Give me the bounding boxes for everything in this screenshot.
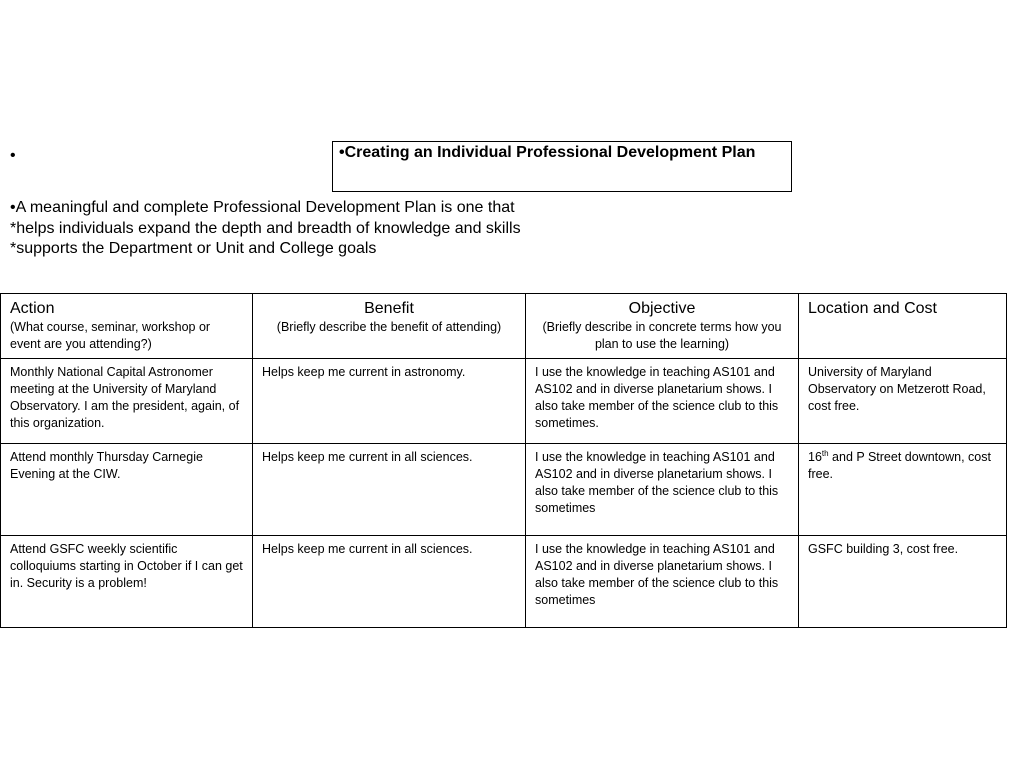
header-location-title: Location and Cost [808, 300, 937, 317]
location-number: 16 [808, 450, 822, 464]
development-plan-table [0, 293, 1007, 628]
header-objective-subtitle: (Briefly describe in concrete terms how you plan to use the learning) [542, 320, 782, 351]
header-action-title: Action [10, 300, 55, 317]
table-header-row [1, 294, 1007, 359]
header-benefit-subtitle: (Briefly describe the benefit of attending) [276, 320, 502, 334]
table-row [1, 444, 1007, 536]
header-location [799, 294, 1007, 359]
cell-action: Attend GSFC weekly scientific colloquiums starting in October if I can get in. Security is a problem! [1, 536, 253, 628]
cell-location: University of Maryland Observatory on Metzerott Road, cost free. [799, 359, 1007, 444]
cell-benefit: Helps keep me current in all sciences. [253, 536, 526, 628]
header-action [1, 294, 253, 359]
cell-benefit: Helps keep me current in all sciences. [253, 444, 526, 536]
intro-line-1: •A meaningful and complete Professional Development Plan is one that [10, 199, 515, 216]
table-row [1, 536, 1007, 628]
cell-benefit: Helps keep me current in astronomy. [253, 359, 526, 444]
slide-title-box [332, 141, 792, 192]
cell-action: Attend monthly Thursday Carnegie Evening at the CIW. [1, 444, 253, 536]
cell-location [799, 444, 1007, 536]
location-rest: and P Street downtown, cost free. [808, 450, 991, 481]
cell-objective: I use the knowledge in teaching AS101 and AS102 and in diverse planetarium shows. I also take member of the science club to this sometimes. [526, 359, 799, 444]
table-row [1, 359, 1007, 444]
intro-line-2: *helps individuals expand the depth and breadth of knowledge and skills [10, 219, 521, 237]
header-objective [526, 294, 799, 359]
location-ordinal-suffix: th [821, 448, 829, 458]
header-benefit-title: Benefit [364, 300, 414, 317]
header-action-subtitle: (What course, seminar, workshop or event are you attending?) [10, 320, 211, 351]
intro-line-3: *supports the Department or Unit and College goals [10, 240, 377, 257]
cell-location: GSFC building 3, cost free. [799, 536, 1007, 628]
cell-action: Monthly National Capital Astronomer meeting at the University of Maryland Observatory. I am the president, again, of this organization. [1, 359, 253, 444]
cell-objective: I use the knowledge in teaching AS101 and AS102 and in diverse planetarium shows. I also take member of the science club to this sometimes [526, 536, 799, 628]
header-benefit [253, 294, 526, 359]
intro-text [10, 198, 521, 260]
header-objective-title: Objective [628, 300, 696, 317]
cell-objective: I use the knowledge in teaching AS101 and AS102 and in diverse planetarium shows. I also take member of the science club to this sometimes [526, 444, 799, 536]
empty-bullet: • [10, 147, 16, 164]
slide-title: •Creating an Individual Professional Development Plan [339, 144, 756, 161]
